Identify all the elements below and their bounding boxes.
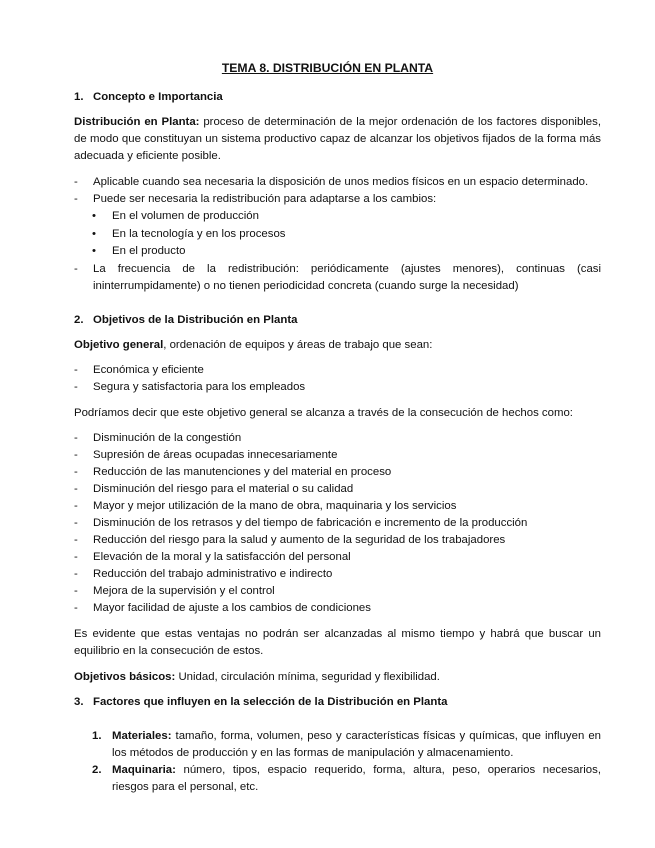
list-item: - Disminución de los retrasos y del tiempo de fabricación e incremento de la producción <box>74 517 528 529</box>
bullet-item: • En la tecnología y en los procesos <box>92 228 286 240</box>
document-title: TEMA 8. DISTRIBUCIÓN EN PLANTA <box>221 61 434 75</box>
list-item: - La frecuencia de la redistribución: periódicamente (ajustes menores), continuas (casi ininterrumpidamente) o no tienen periodicidad concreta (cuando surge la necesidad) <box>74 263 601 292</box>
definition-paragraph <box>74 114 601 165</box>
list-item: - Mayor y mejor utilización de la mano de obra, maquinaria y los servicios <box>74 500 457 512</box>
section-2-heading: 2. Objetivos de la Distribución en Planta <box>74 314 298 326</box>
intro-paragraph: Podríamos decir que este objetivo general se alcanza a través de la consecución de hechos como: <box>74 407 573 419</box>
list-item: - Reducción del riesgo para la salud y aumento de la seguridad de los trabajadores <box>74 534 506 546</box>
conclusion-paragraph: Es evidente que estas ventajas no podrán ser alcanzadas al mismo tiempo y habrá que buscar un equilibrio en la consecución de estos. <box>74 628 601 657</box>
factor-item: 2. Maquinaria: número, tipos, espacio requerido, forma, altura, peso, operarios necesarios, riesgos para el personal, etc. <box>92 764 601 793</box>
list-item: - Mejora de la supervisión y el control <box>74 585 275 597</box>
list-item: - Reducción del trabajo administrativo e indirecto <box>74 568 333 580</box>
list-item: - Económica y eficiente <box>74 364 204 376</box>
definition-text: proceso de determinación de la mejor ordenación de los factores disponibles, de modo que constituyan un sistema productivo capaz de alcanzar los objetivos fijados de la forma más adecuada y eficiente posible. <box>74 116 602 162</box>
list-item: - Segura y satisfactoria para los empleados <box>74 381 306 393</box>
basic-objectives-paragraph: Objetivos básicos: Unidad, circulación mínima, seguridad y flexibilidad. <box>74 671 440 683</box>
list-item: - Reducción de las manutenciones y del material en proceso <box>74 466 392 478</box>
list-item: - Disminución del riesgo para el material o su calidad <box>74 483 354 495</box>
list-item: - Aplicable cuando sea necesaria la disposición de unos medios físicos en un espacio determinado. <box>74 176 589 188</box>
list-item: - Supresión de áreas ocupadas innecesariamente <box>74 449 338 461</box>
section-1-heading: 1. Concepto e Importancia <box>74 91 223 103</box>
bullet-item: • En el volumen de producción <box>92 210 259 222</box>
factor-item: 1. Materiales: tamaño, forma, volumen, peso y características físicas y químicas, que influyen en los métodos de producción y en las formas de manipulación y almacenamiento. <box>92 730 601 759</box>
section-3-heading: 3. Factores que influyen en la selección de la Distribución en Planta <box>74 696 448 708</box>
definition-term: Distribución en Planta: <box>74 116 200 128</box>
list-item: - Mayor facilidad de ajuste a los cambios de condiciones <box>74 602 371 614</box>
basic-objectives-term: Objetivos básicos: <box>74 671 176 683</box>
list-item: - Elevación de la moral y la satisfacción del personal <box>74 551 351 563</box>
objective-term: Objetivo general <box>74 339 164 351</box>
list-item: - Puede ser necesaria la redistribución para adaptarse a los cambios: <box>74 193 437 205</box>
bullet-item: • En el producto <box>92 245 186 257</box>
objective-paragraph: Objetivo general, ordenación de equipos y áreas de trabajo que sean: <box>74 339 433 351</box>
list-item: - Disminución de la congestión <box>74 432 242 444</box>
